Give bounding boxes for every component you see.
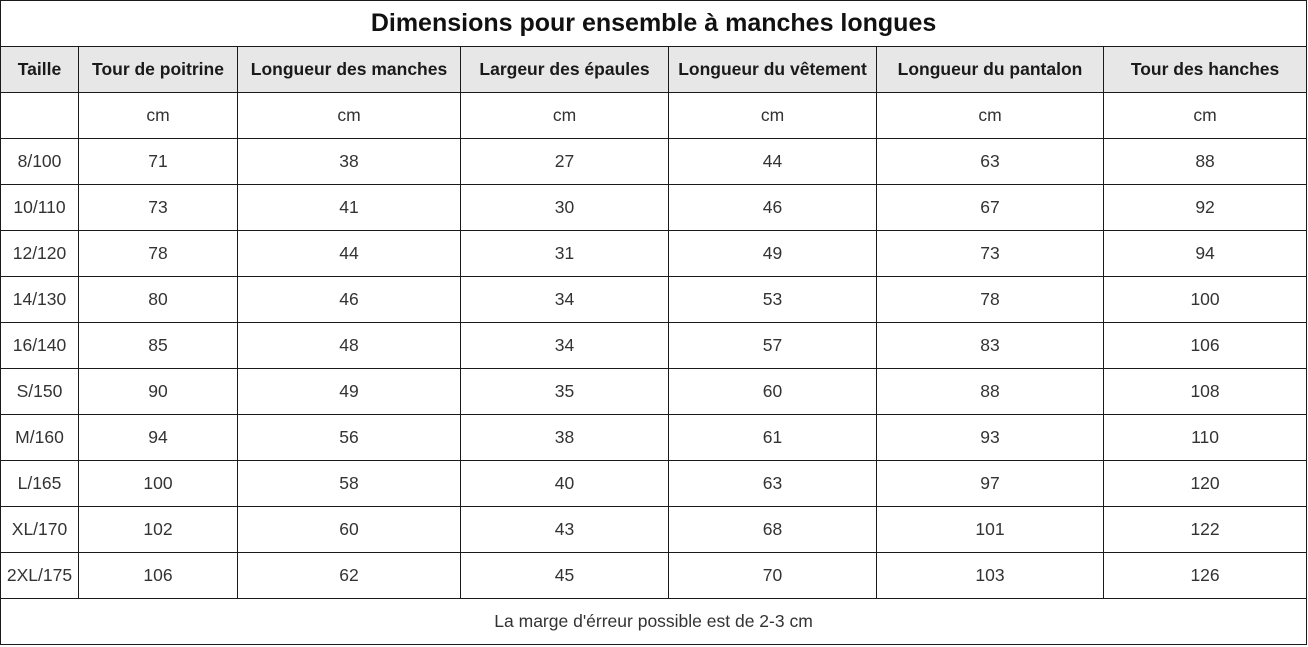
measurement-cell: 40	[461, 461, 669, 507]
measurement-cell: 62	[238, 553, 461, 599]
measurement-cell: 126	[1104, 553, 1307, 599]
measurement-cell: 94	[79, 415, 238, 461]
unit-cell: cm	[1104, 93, 1307, 139]
header-cell: Largeur des épaules	[461, 47, 669, 93]
measurement-cell: 90	[79, 369, 238, 415]
table-row	[1, 553, 1307, 599]
measurement-cell: 53	[669, 277, 877, 323]
header-cell: Taille	[1, 47, 79, 93]
measurement-cell: 85	[79, 323, 238, 369]
measurement-cell: 58	[238, 461, 461, 507]
measurement-cell: 94	[1104, 231, 1307, 277]
table-row	[1, 369, 1307, 415]
measurement-cell: 70	[669, 553, 877, 599]
unit-cell: cm	[877, 93, 1104, 139]
measurement-cell: 63	[669, 461, 877, 507]
measurement-cell: 71	[79, 139, 238, 185]
size-cell: 10/110	[1, 185, 79, 231]
measurement-cell: 108	[1104, 369, 1307, 415]
measurement-cell: 100	[1104, 277, 1307, 323]
size-cell: M/160	[1, 415, 79, 461]
measurement-cell: 73	[877, 231, 1104, 277]
measurement-cell: 38	[238, 139, 461, 185]
unit-cell: cm	[79, 93, 238, 139]
measurement-cell: 88	[877, 369, 1104, 415]
measurement-cell: 30	[461, 185, 669, 231]
measurement-cell: 57	[669, 323, 877, 369]
size-cell: 14/130	[1, 277, 79, 323]
measurement-cell: 103	[877, 553, 1104, 599]
unit-cell: cm	[461, 93, 669, 139]
measurement-cell: 34	[461, 277, 669, 323]
measurement-cell: 41	[238, 185, 461, 231]
measurement-cell: 80	[79, 277, 238, 323]
measurement-cell: 46	[238, 277, 461, 323]
table-row	[1, 277, 1307, 323]
measurement-cell: 110	[1104, 415, 1307, 461]
measurement-cell: 60	[238, 507, 461, 553]
measurement-cell: 44	[238, 231, 461, 277]
unit-row	[1, 93, 1307, 139]
size-cell: XL/170	[1, 507, 79, 553]
measurement-cell: 83	[877, 323, 1104, 369]
measurement-cell: 43	[461, 507, 669, 553]
table-row	[1, 323, 1307, 369]
measurement-cell: 88	[1104, 139, 1307, 185]
unit-cell: cm	[238, 93, 461, 139]
measurement-cell: 106	[79, 553, 238, 599]
header-cell: Longueur du pantalon	[877, 47, 1104, 93]
measurement-cell: 46	[669, 185, 877, 231]
table-row	[1, 415, 1307, 461]
unit-cell	[1, 93, 79, 139]
measurement-cell: 122	[1104, 507, 1307, 553]
measurement-cell: 31	[461, 231, 669, 277]
title-row	[1, 1, 1307, 47]
measurement-cell: 92	[1104, 185, 1307, 231]
size-cell: L/165	[1, 461, 79, 507]
measurement-cell: 60	[669, 369, 877, 415]
table-row	[1, 231, 1307, 277]
table-row	[1, 507, 1307, 553]
measurement-cell: 49	[238, 369, 461, 415]
measurement-cell: 101	[877, 507, 1104, 553]
measurement-cell: 67	[877, 185, 1104, 231]
measurement-cell: 61	[669, 415, 877, 461]
measurement-cell: 120	[1104, 461, 1307, 507]
measurement-cell: 35	[461, 369, 669, 415]
measurement-cell: 100	[79, 461, 238, 507]
measurement-cell: 97	[877, 461, 1104, 507]
table-row	[1, 461, 1307, 507]
measurement-cell: 45	[461, 553, 669, 599]
measurement-cell: 68	[669, 507, 877, 553]
table-row	[1, 185, 1307, 231]
measurement-cell: 73	[79, 185, 238, 231]
size-cell: 16/140	[1, 323, 79, 369]
unit-cell: cm	[669, 93, 877, 139]
header-row	[1, 47, 1307, 93]
error-margin-note: La marge d'érreur possible est de 2-3 cm	[1, 599, 1307, 645]
measurement-cell: 49	[669, 231, 877, 277]
header-cell: Longueur des manches	[238, 47, 461, 93]
measurement-cell: 106	[1104, 323, 1307, 369]
measurement-cell: 78	[877, 277, 1104, 323]
size-cell: 2XL/175	[1, 553, 79, 599]
measurement-cell: 44	[669, 139, 877, 185]
measurement-cell: 63	[877, 139, 1104, 185]
table-row	[1, 139, 1307, 185]
size-cell: S/150	[1, 369, 79, 415]
footer-row	[1, 599, 1307, 645]
measurement-cell: 102	[79, 507, 238, 553]
header-cell: Longueur du vêtement	[669, 47, 877, 93]
size-cell: 8/100	[1, 139, 79, 185]
measurement-cell: 34	[461, 323, 669, 369]
header-cell: Tour des hanches	[1104, 47, 1307, 93]
measurement-cell: 38	[461, 415, 669, 461]
measurement-cell: 56	[238, 415, 461, 461]
size-cell: 12/120	[1, 231, 79, 277]
measurement-cell: 48	[238, 323, 461, 369]
measurement-cell: 93	[877, 415, 1104, 461]
measurement-cell: 78	[79, 231, 238, 277]
measurement-cell: 27	[461, 139, 669, 185]
header-cell: Tour de poitrine	[79, 47, 238, 93]
table-title: Dimensions pour ensemble à manches longues	[1, 1, 1307, 47]
